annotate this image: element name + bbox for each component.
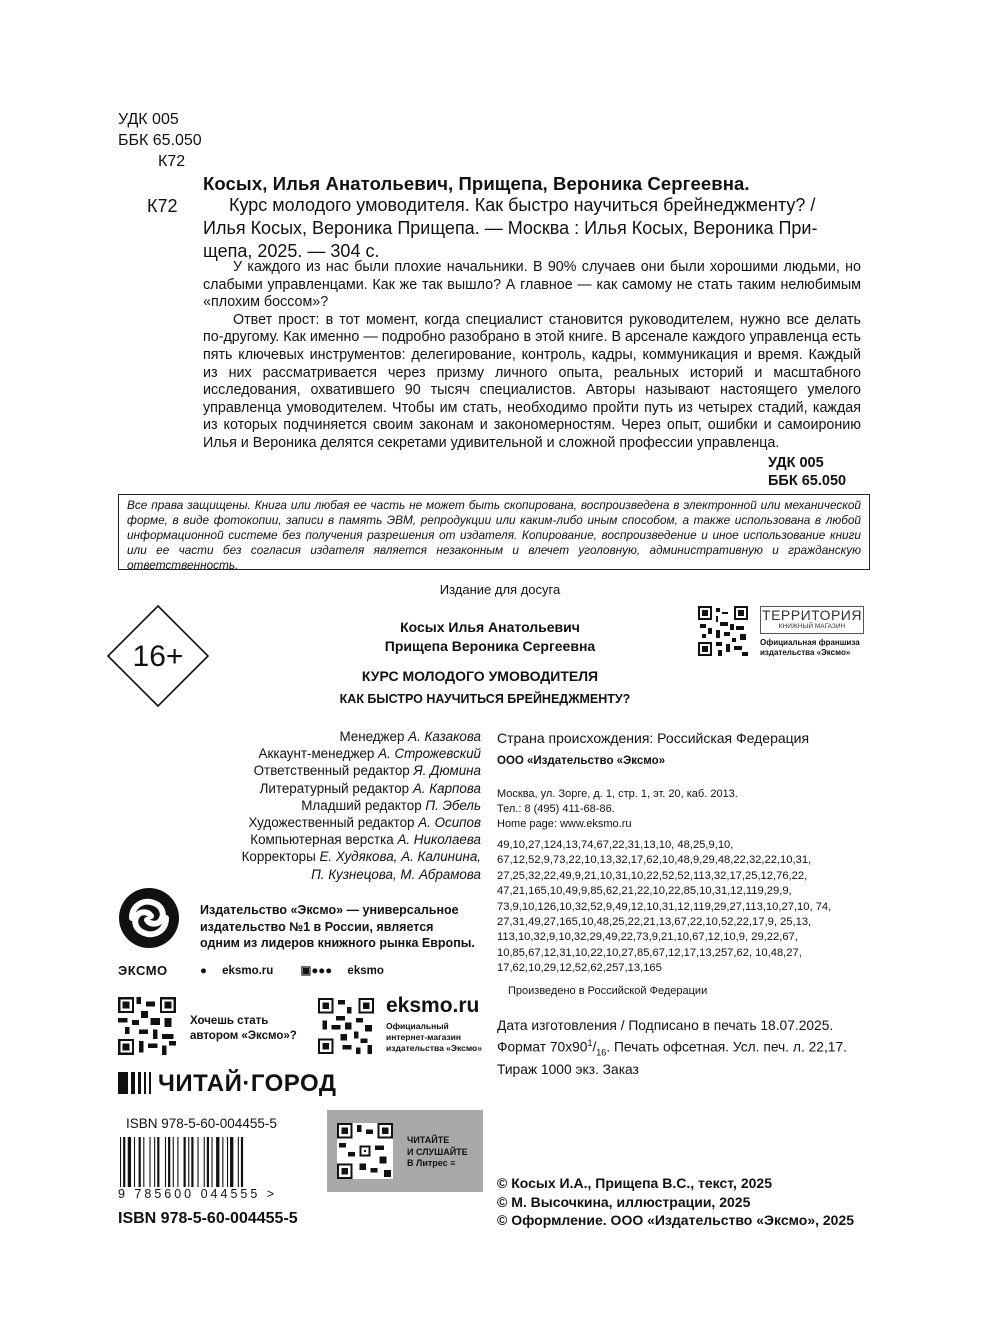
udk-code-right: УДК 005 — [768, 455, 824, 471]
print-info — [497, 1017, 847, 1079]
staff-row — [120, 831, 481, 848]
site-link-text: eksmo.ru — [222, 965, 274, 977]
print-run: Тираж 1000 экз. Заказ — [497, 1062, 639, 1078]
catalog-line: Илья Косых, Вероника Прищепа. — Москва : Илья Косых, Вероника При- — [203, 218, 818, 238]
staff-name: А. Казакова — [408, 729, 481, 744]
eksmo-logo-icon — [118, 887, 180, 949]
barcode-digits: 9 785600 044555 > — [118, 1187, 278, 1201]
author-invite-line: автором «Эксмо»? — [190, 1030, 297, 1042]
isbn-bottom: ISBN 978-5-60-004455-5 — [118, 1210, 298, 1227]
author-invite-line: Хочешь стать — [190, 1015, 269, 1027]
shop-domain[interactable]: eksmo.ru — [386, 994, 480, 1017]
staff-role: Корректоры — [241, 849, 316, 865]
publisher-name: ООО «Издательство «Эксмо» — [497, 755, 666, 767]
format-prefix: Формат 70х90 — [497, 1039, 588, 1055]
territory-caption-line: Официальная франшиза — [760, 638, 860, 647]
copyright-line: © Косых И.А., Прищепа В.С., текст, 2025 — [497, 1175, 772, 1191]
format-numerator: 1 — [587, 1037, 593, 1048]
author-invite — [190, 1014, 297, 1044]
globe-icon: ● — [200, 965, 207, 977]
annotation-paragraph: У каждого из нас были плохие начальники. В 90% случаев они были хорошими людьми, но слабыми управленцами. Как же так вышло? А главное — как самому не стать таким нелюбимым «плохим боссом»? — [203, 259, 861, 311]
edition-type: Издание для досуга — [439, 582, 561, 597]
chitai-gorod-text: ЧИТАЙ·ГОРОД — [158, 1070, 337, 1097]
shop-qr-code-icon — [318, 996, 374, 1056]
site-link[interactable] — [200, 965, 285, 977]
staff-name: П. Эбель — [425, 797, 481, 813]
eksmo-desc-line: одним из лидеров книжного рынка Европы. — [200, 936, 475, 950]
annotation — [203, 259, 861, 453]
product-codes: 49,10,27,124,13,74,67,22,31,13,10, 48,25,9,10, 67,12,52,9,73,22,10,13,32,17,62,10,48,9,29,48,22,32,22,10,31, 27,25,32,22,49,9,21,10,31,10,22,52,52,113,32,17,25,12,76,22, 47,21,165,10,49,9,85,62,21,22,10,22,85,10,31,12,119,29,9, 73,9,10,126,10,32,52,9,49,12,10,31,12,119,29,27,113,10,27,10, 74, 27,31,49,27,165,10,48,25,22,21,13,67,22,10,52,22,17,9, 25,13, 113,10,32,9,10,32,29,49,22,73,9,21,10,67,12,10,9, 29,22,67, 10,85,67,12,31,10,22,10,27,85,67,12,17,13,257,62, 10,48,27, 17,62,10,29,12,52,62,257,13,165 — [497, 839, 832, 975]
territory-logo — [760, 606, 864, 634]
social-link[interactable] — [301, 965, 396, 977]
phone-line: Тел.: 8 (495) 411-68-86. — [497, 803, 615, 815]
catalog-entry — [203, 194, 863, 263]
format-denominator: 16 — [596, 1046, 607, 1057]
author-code: К72 — [158, 153, 186, 170]
rights-notice: Все права защищены. Книга или любая ее часть не может быть скопирована, воспроизведена в электронной или механической форме, в виде фотокопии, записи в память ЭВМ, репродукции или каким-либо иным способом, а также использована в любой информационной системе без получения разрешения от издателя. Копирование, воспроизведение и иное использование книги или ее части без согласия издателя является незаконным и влечет уголовную, административную и гражданскую ответственность. — [118, 494, 870, 570]
litres-qr-code-icon — [337, 1122, 393, 1180]
copyright-line: © Оформление. ООО «Издательство «Эксмо», 2025 — [497, 1212, 855, 1228]
staff-row — [120, 814, 481, 831]
staff-role: Компьютерная верстка — [250, 832, 394, 848]
territory-subtitle: КНИЖНЫЙ МАГАЗИН — [778, 623, 846, 630]
chitai-gorod-logo — [118, 1070, 336, 1098]
staff-row — [120, 728, 481, 745]
territory-caption — [760, 638, 860, 658]
staff-row — [120, 762, 481, 779]
litres-line: ЧИТАЙТЕ — [407, 1135, 450, 1145]
staff-role: Литературный редактор — [259, 780, 410, 796]
staff-row — [120, 745, 481, 762]
shop-desc-line: издательства «Эксмо» — [386, 1043, 482, 1053]
publisher-address — [497, 787, 738, 832]
staff-role: Художественный редактор — [248, 815, 415, 831]
territory-qr-code-icon — [698, 604, 748, 658]
litres-line: И СЛУШАЙТЕ — [407, 1146, 468, 1157]
staff-name: Я. Дюмина — [413, 763, 481, 779]
print-format: Формат $70х90^1/_{16}$. Печать офсетная. Усл. печ. л. 22,17. — [497, 1037, 847, 1057]
shop-desc-line: интернет-магазин — [386, 1032, 462, 1042]
bbk-code: ББК 65.050 — [118, 132, 202, 149]
territory-name: ТЕРРИТОРИЯ — [762, 607, 862, 623]
eksmo-links — [200, 963, 408, 977]
produced-in: Произведено в Российской Федерации — [508, 985, 708, 997]
staff-name: А. Николаева — [397, 832, 481, 848]
staff-role: Аккаунт-менеджер — [258, 746, 375, 762]
shop-desc-line: Официальный — [386, 1021, 449, 1031]
eksmo-description — [200, 902, 475, 952]
homepage-line: Home page: www.eksmo.ru — [497, 818, 632, 830]
staff-row — [120, 848, 481, 865]
country-of-origin: Страна происхождения: Российская Федерация — [497, 730, 810, 746]
annotation-paragraph: Ответ прост: в тот момент, когда специалист становится руководителем, нужно все делать по-другому. Как именно — подробно разобрано в этой книге. В арсенале каждого управленца есть пять ключевых инструментов: делегирование, контроль, кадры, коммуникация и время. Каждый из них рассматривается через призму личного опыта, реальных историй и масштабного исследования, охватившего 90 тысяч специалистов. Авторы называют настоящего умелого управленца умоводителем. Чтобы им стать, необходимо пройти путь из четырех стадий, каждая из которых подчиняется своим законам и закономерностям. Через опыт, ошибки и самоиронию Илья и Вероника делятся секретами удивительной и сложной профессии управленца. — [203, 311, 861, 451]
address-line: Москва, ул. Зорге, д. 1, стр. 1, эт. 20, каб. 2013. — [497, 788, 738, 800]
staff-row — [120, 780, 481, 797]
staff-credits — [120, 728, 481, 883]
author-qr-code-icon — [118, 996, 176, 1056]
staff-row — [120, 797, 481, 814]
book-author: Косых Илья Анатольевич — [400, 619, 580, 635]
catalog-authors-heading: Косых, Илья Анатольевич, Прищепа, Вероника Сергеевна. — [203, 173, 750, 194]
staff-role: Младший редактор — [301, 797, 422, 813]
staff-name: П. Кузнецова, М. Абрамова — [311, 866, 481, 882]
staff-name: А. Строжевский — [378, 746, 481, 762]
staff-name: А. Карпова — [412, 780, 481, 796]
staff-role: Ответственный редактор — [253, 763, 410, 779]
book-authors — [330, 618, 650, 656]
print-date: Дата изготовления / Подписано в печать 18.07.2025. — [497, 1018, 834, 1033]
isbn-top: ISBN 978-5-60-004455-5 — [126, 1116, 277, 1131]
staff-role: Менеджер — [339, 729, 405, 744]
litres-text — [407, 1135, 468, 1170]
eksmo-desc-line: издательство №1 в России, является — [200, 919, 434, 934]
catalog-side-code: К72 — [147, 196, 178, 216]
litres-line: В Литрес ≡ — [407, 1158, 456, 1168]
copyright-lines — [497, 1174, 854, 1230]
book-author: Прищепа Вероника Сергеевна — [384, 638, 596, 654]
staff-row — [120, 866, 481, 883]
book-title: КУРС МОЛОДОГО УМОВОДИТЕЛЯ — [361, 668, 599, 684]
udk-code: УДК 005 — [118, 111, 179, 128]
chitai-gorod-mark-icon — [118, 1072, 154, 1094]
classification-right — [768, 454, 846, 490]
staff-name: А. Осипов — [418, 815, 481, 831]
bbk-code-right: ББК 65.050 — [768, 473, 847, 489]
catalog-line: щепа, 2025. — 304 с. — [203, 241, 380, 261]
social-icons: ▣●●● — [300, 965, 333, 977]
staff-name: Е. Худякова, А. Калинина, — [319, 849, 481, 865]
territory-caption-line: издательства «Эксмо» — [760, 648, 851, 657]
social-link-text: eksmo — [347, 965, 384, 977]
eksmo-desc-line: Издательство «Эксмо» — универсальное — [200, 903, 459, 917]
classification-codes — [118, 109, 202, 172]
catalog-line: Курс молодого умоводителя. Как быстро научиться брейнеджменту? / — [229, 195, 816, 215]
copyright-line: © М. Высочкина, иллюстрации, 2025 — [497, 1193, 751, 1210]
eksmo-wordmark: ЭКСМО — [118, 963, 168, 978]
book-subtitle: КАК БЫСТРО НАУЧИТЬСЯ БРЕЙНЕДЖМЕНТУ? — [339, 692, 631, 706]
shop-description — [386, 1021, 482, 1054]
age-rating: 16+ — [132, 640, 184, 673]
format-rest: . Печать офсетная. Усл. печ. л. 22,17. — [606, 1039, 847, 1055]
